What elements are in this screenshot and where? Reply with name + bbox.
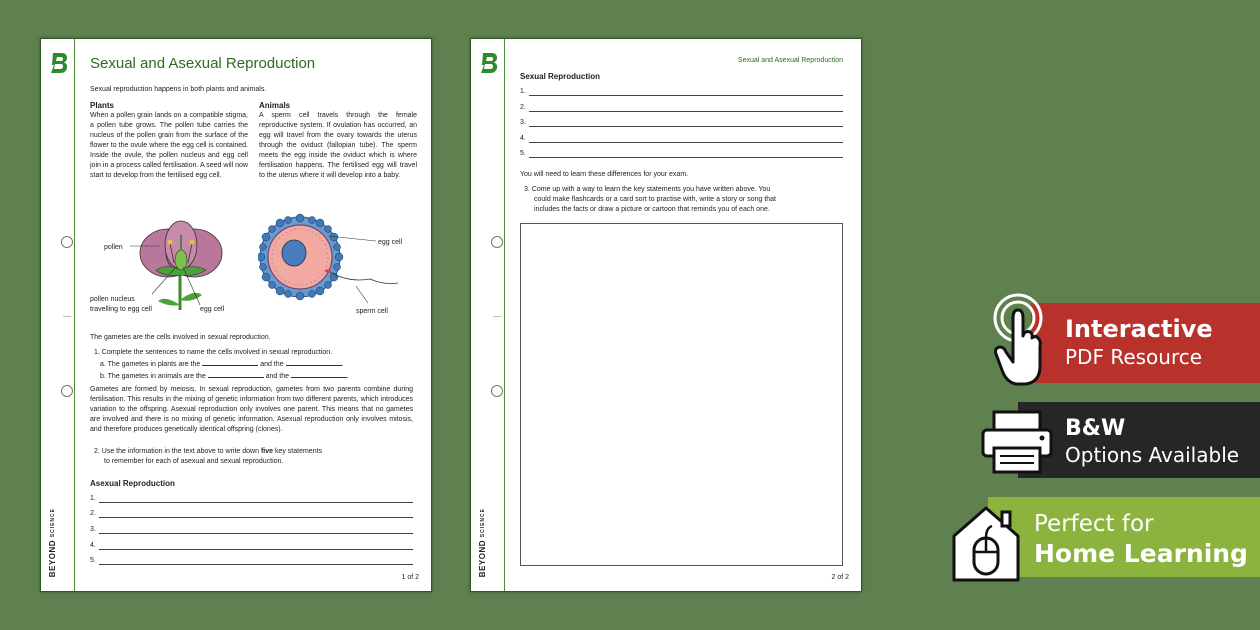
animals-text: A sperm cell travels through the female reproductive system. If ovulation has occurred, an egg will travel from the ovary towards the uterus through the oviduct (fallopian tube). The sperm meets the egg inside the oviduct which is where fertilisation happens. The fertilised egg will travel to the uterus where it will develop into a baby. <box>259 112 417 179</box>
label-egg-cell-animal: egg cell <box>378 239 403 246</box>
answer-line[interactable]: 5. <box>90 556 413 570</box>
brand-wordmark: BEYOND SCIENCE <box>478 507 487 577</box>
question-1a: a. The gametes in plants are the and the . <box>100 361 344 368</box>
plants-heading: Plants <box>90 101 115 110</box>
answer-line[interactable]: 3. <box>520 118 843 132</box>
punch-hole <box>61 236 73 248</box>
page-number: 2 of 2 <box>831 574 849 581</box>
badge-subtitle: Options Available <box>1065 443 1240 467</box>
badge-subtitle: Home Learning <box>1034 539 1248 568</box>
sexual-heading: Sexual Reproduction <box>520 72 601 81</box>
animals-column <box>259 101 417 181</box>
answer-line[interactable]: 3. <box>90 525 413 539</box>
badge-title: Interactive <box>1065 315 1213 343</box>
interactive-pdf-badge <box>1031 303 1260 383</box>
page-sidebar <box>471 39 505 591</box>
brand-wordmark: BEYOND SCIENCE <box>48 507 57 577</box>
animals-heading: Animals <box>259 101 291 110</box>
badge-title: Perfect for <box>1034 511 1154 537</box>
page-content <box>520 39 843 591</box>
question-3-line3: includes the facts or draw a picture or cartoon that reminds you of each one. <box>534 206 770 213</box>
question-1: 1. Complete the sentences to name the cells involved in sexual reproduction. <box>94 349 333 356</box>
punch-hole <box>491 385 503 397</box>
plants-column <box>90 101 248 181</box>
answer-line[interactable]: 5. <box>520 149 843 163</box>
fold-mark <box>63 316 71 317</box>
answer-line[interactable]: 2. <box>90 509 413 523</box>
label-pollen-nucleus-2: travelling to egg cell <box>90 306 152 313</box>
running-header: Sexual and Asexual Reproduction <box>737 57 843 64</box>
drawing-answer-box[interactable] <box>520 223 843 566</box>
flower-diagram <box>90 215 260 320</box>
answer-blank[interactable] <box>291 371 347 378</box>
page-title: Sexual and Asexual Reproduction <box>90 55 316 72</box>
worksheet-page-1 <box>40 38 432 592</box>
printer-icon <box>980 408 1054 474</box>
answer-line[interactable]: 2. <box>520 103 843 117</box>
answer-line[interactable]: 4. <box>90 541 413 555</box>
label-pollen: pollen <box>104 244 123 251</box>
answer-line[interactable]: 1. <box>90 494 413 508</box>
label-egg-cell: egg cell <box>200 306 225 313</box>
badge-title: B&W <box>1065 416 1126 441</box>
home-learning-badge <box>988 497 1260 577</box>
punch-hole <box>491 236 503 248</box>
meiosis-paragraph: Gametes are formed by meiosis. In sexual reproduction, gametes from two parents combine during fertilisation. This results in the mixing of genetic information from two different parents, which introduces variation to the offspring. Asexual reproduction only involves one parent. This means that no gametes are involved and there is no mixing of genetic information. Asexual reproduction only involves mitosis, and therefore produces genetically identical offspring (clones). <box>90 386 413 433</box>
page-number: 1 of 2 <box>401 574 419 581</box>
answer-blank[interactable] <box>208 371 264 378</box>
fold-mark <box>493 316 501 317</box>
page-sidebar <box>41 39 75 591</box>
question-1b: b. The gametes in animals are the and the . <box>100 373 349 380</box>
bw-options-badge <box>1018 402 1260 478</box>
gametes-intro: The gametes are the cells involved in sexual reproduction. <box>90 334 271 341</box>
touch-icon <box>992 292 1052 392</box>
question-3: 3. Come up with a way to learn the key statements you have written above. You <box>524 186 771 193</box>
label-pollen-nucleus: pollen nucleus <box>90 296 135 303</box>
worksheet-page-2 <box>470 38 862 592</box>
house-mouse-icon <box>950 504 1022 584</box>
label-sperm-cell: sperm cell <box>356 308 388 315</box>
brand-logo-icon <box>50 52 68 74</box>
intro-text: Sexual reproduction happens in both plants and animals. <box>90 86 267 93</box>
egg-cell-diagram <box>258 211 418 321</box>
punch-hole <box>61 385 73 397</box>
question-2: 2. Use the information in the text above to write down five key statements <box>94 448 323 455</box>
learn-text: You will need to learn these differences for your exam. <box>520 171 689 178</box>
question-2-line2: to remember for each of asexual and sexual reproduction. <box>104 458 284 465</box>
answer-blank[interactable] <box>286 359 342 366</box>
answer-line[interactable]: 1. <box>520 87 843 101</box>
answer-blank[interactable] <box>202 359 258 366</box>
asexual-heading: Asexual Reproduction <box>90 479 175 488</box>
brand-logo-icon <box>480 52 498 74</box>
answer-line[interactable]: 4. <box>520 134 843 148</box>
page-content <box>90 39 417 591</box>
question-3-line2: could make flashcards or a card sort to practise with, write a story or song that <box>534 196 776 203</box>
plants-text: When a pollen grain lands on a compatible stigma, a pollen tube grows. The pollen tube carries the nucleus of the pollen grain from the surface of the flower to the ovule where the egg cell is contained. Inside the ovule, the pollen nucleus and egg cell join in a process called fertilisation. A seed will now start to develop from the fertilised egg cell. <box>90 112 248 179</box>
badge-subtitle: PDF Resource <box>1065 345 1203 369</box>
